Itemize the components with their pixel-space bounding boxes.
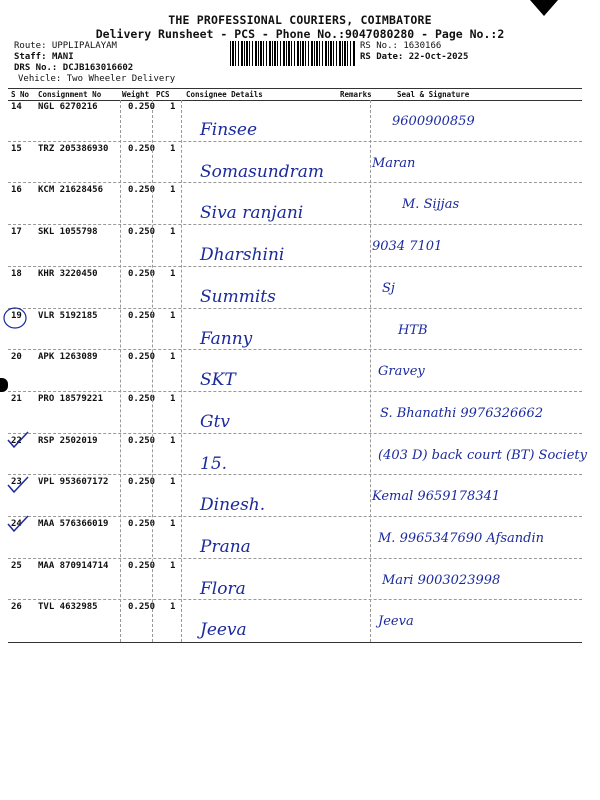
- row-divider: [8, 308, 582, 309]
- row-signature: Sj: [382, 280, 395, 296]
- row-weight: 0.250: [128, 185, 156, 196]
- row-consignee: 15.: [200, 453, 228, 474]
- tick-mark: [6, 475, 30, 495]
- row-pcs: 1: [170, 185, 176, 196]
- row-sno: 17: [11, 227, 22, 238]
- row-weight: 0.250: [128, 393, 156, 404]
- row-signature: M. 9965347690 Afsandin: [378, 531, 545, 546]
- row-consignment: APK 1263089: [38, 352, 98, 363]
- vehicle-label: Vehicle: Two Wheeler Delivery: [18, 74, 176, 84]
- row-signature: Jeeva: [378, 614, 414, 630]
- row-pcs: 1: [170, 310, 176, 321]
- row-consignee: Dinesh.: [200, 495, 266, 516]
- row-weight: 0.250: [128, 477, 156, 488]
- row-consignment: KHR 3220450: [38, 268, 98, 279]
- row-signature: Kemal 9659178341: [372, 489, 501, 505]
- row-pcs: 1: [170, 477, 176, 488]
- row-pcs: 1: [170, 143, 176, 154]
- header-top-rule: [8, 88, 582, 89]
- row-consignment: TVL 4632985: [38, 602, 98, 613]
- row-divider: [8, 516, 582, 517]
- row-divider: [8, 433, 582, 434]
- staff-line: [14, 52, 74, 62]
- row-pcs: 1: [170, 102, 176, 112]
- drs-label: DRS No.:: [14, 63, 58, 73]
- row-consignee: Prana: [200, 537, 251, 557]
- row-consignee: Gtv: [200, 411, 231, 432]
- row-consignment: KCM 21628456: [38, 185, 104, 196]
- row-weight: 0.250: [128, 268, 156, 279]
- row-pcs: 1: [170, 393, 176, 404]
- row-signature: Mari 9003023998: [382, 572, 501, 588]
- tick-mark: [6, 514, 30, 534]
- row-consignee: SKT: [200, 370, 236, 391]
- edge-mark: [0, 378, 8, 392]
- row-signature: 9600900859: [392, 114, 475, 129]
- row-weight: 0.250: [128, 560, 156, 571]
- rs-number: RS No.: 1630166: [360, 41, 442, 51]
- runsheet-subtitle: Delivery Runsheet - PCS - Phone No.:9047080280 - Page No.:2: [95, 27, 505, 41]
- col-remarks: Remarks: [340, 90, 372, 99]
- row-signature: M. Sijjas: [402, 197, 460, 213]
- col-pcs: PCS: [156, 90, 170, 99]
- row-consignee: Somasundram: [200, 161, 325, 182]
- row-divider: [8, 391, 582, 392]
- drs-line: [14, 63, 133, 73]
- row-pcs: 1: [170, 435, 176, 446]
- col-seal: Seal & Signature: [397, 90, 470, 99]
- tick-mark: [6, 430, 30, 450]
- column-divider: [120, 100, 121, 642]
- row-divider: [8, 349, 582, 350]
- row-consignment: VLR 5192185: [38, 310, 98, 321]
- row-consignment: TRZ 205386930: [38, 143, 109, 154]
- row-signature: HTB: [398, 322, 428, 338]
- row-sno: 22: [11, 435, 22, 446]
- row-consignee: Siva ranjani: [200, 203, 304, 224]
- row-consignment: MAA 870914714: [38, 560, 109, 571]
- rs-date: RS Date: 22-Oct-2025: [360, 52, 469, 62]
- row-weight: 0.250: [128, 143, 156, 154]
- row-sno: 21: [11, 393, 22, 404]
- route-label: Route: UPPLIPALAYAM: [14, 41, 117, 51]
- row-weight: 0.250: [128, 602, 156, 613]
- col-weight: Weight: [122, 90, 150, 99]
- row-pcs: 1: [170, 602, 176, 613]
- row-signature: (403 D) back court (BT) Society: [378, 447, 587, 463]
- table-bottom-rule: [8, 642, 582, 643]
- barcode: [230, 41, 356, 66]
- row-consignee: Summits: [200, 286, 276, 307]
- row-consignment: RSP 2502019: [38, 435, 98, 446]
- row-weight: 0.250: [128, 519, 156, 529]
- row-consignee: Dharshini: [200, 245, 285, 266]
- row-consignment: SKL 1055798: [38, 227, 98, 238]
- row-sno: 25: [11, 560, 22, 571]
- company-title: THE PROFESSIONAL COURIERS, COIMBATORE: [168, 13, 432, 27]
- row-sno: 15: [11, 143, 22, 154]
- row-consignee: Fanny: [200, 328, 253, 349]
- row-signature: S. Bhanathi 9976326662: [380, 405, 544, 421]
- row-pcs: 1: [170, 268, 176, 279]
- staff-label: Staff:: [14, 52, 47, 62]
- row-sno: 23: [11, 477, 22, 488]
- row-signature: Maran: [372, 155, 416, 171]
- row-sno: 16: [11, 185, 22, 196]
- header-bottom-rule: [8, 100, 582, 101]
- row-weight: 0.250: [128, 352, 156, 363]
- staff-value: MANI: [51, 52, 74, 62]
- row-divider: [8, 224, 582, 225]
- row-consignment: VPL 953607172: [38, 477, 109, 488]
- row-signature: 9034 7101: [372, 239, 443, 255]
- row-divider: [8, 141, 582, 142]
- col-consignee: Consignee Details: [186, 90, 263, 99]
- col-sno: S No: [11, 90, 30, 99]
- row-sno: 14: [11, 102, 22, 112]
- row-divider: [8, 558, 582, 559]
- column-divider: [152, 100, 153, 642]
- circle-mark: [2, 305, 28, 331]
- row-sno: 24: [11, 519, 22, 529]
- row-pcs: 1: [170, 227, 176, 238]
- row-consignment: MAA 576366019: [38, 519, 109, 529]
- row-consignee: Finsee: [200, 120, 258, 140]
- row-sno: 18: [11, 268, 22, 279]
- row-weight: 0.250: [128, 102, 156, 112]
- corner-mark: [530, 0, 558, 16]
- row-weight: 0.250: [128, 227, 156, 238]
- row-pcs: 1: [170, 352, 176, 363]
- row-divider: [8, 599, 582, 600]
- row-consignment: NGL 6270216: [38, 102, 98, 112]
- row-divider: [8, 266, 582, 267]
- column-divider: [370, 100, 371, 642]
- row-pcs: 1: [170, 519, 176, 529]
- row-consignee: Flora: [200, 578, 246, 599]
- row-sno: 19: [11, 310, 22, 321]
- row-weight: 0.250: [128, 310, 156, 321]
- row-weight: 0.250: [128, 435, 156, 446]
- row-sno: 26: [11, 602, 22, 613]
- row-signature: Gravey: [378, 364, 425, 380]
- row-consignee: Jeeva: [200, 620, 247, 641]
- row-divider: [8, 182, 582, 183]
- col-consignment: Consignment No: [38, 90, 102, 99]
- row-divider: [8, 474, 582, 475]
- row-consignment: PRO 18579221: [38, 393, 104, 404]
- row-sno: 20: [11, 352, 22, 363]
- drs-value: DCJB163016602: [62, 63, 134, 73]
- row-pcs: 1: [170, 560, 176, 571]
- column-divider: [181, 100, 182, 642]
